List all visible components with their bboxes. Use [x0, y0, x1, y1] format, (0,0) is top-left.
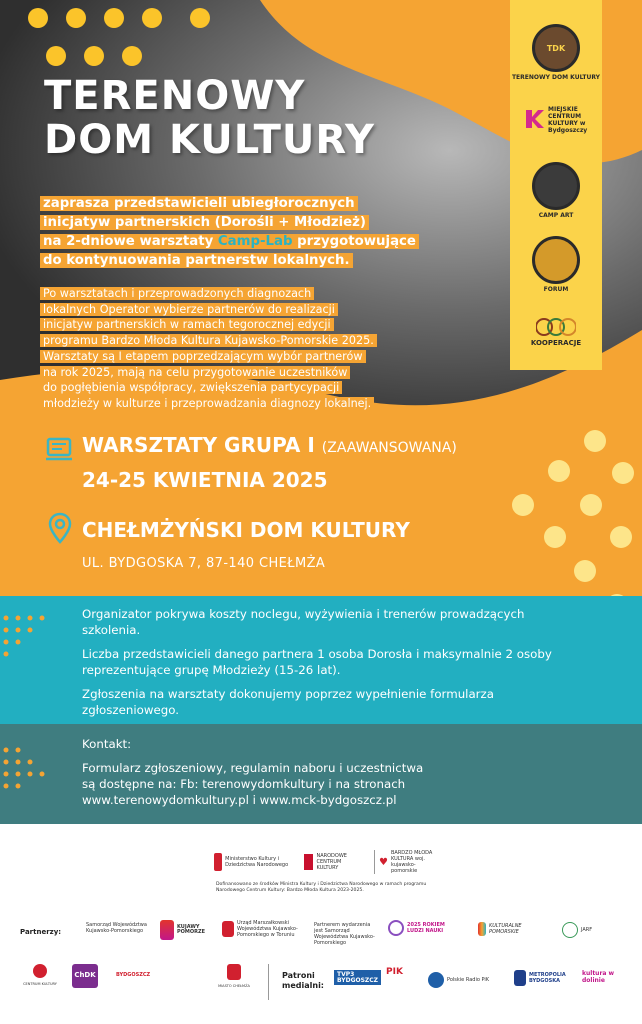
- partner-name: KULTURALNE POMORSKIE: [489, 923, 522, 935]
- description-line: na rok 2025, mają na celu przygotowanie uczestników: [40, 366, 350, 379]
- decorative-dot: [46, 46, 66, 66]
- decorative-dot: [66, 8, 86, 28]
- partner-logo: [478, 922, 548, 936]
- kulturalne-pomorskie-mark-icon: [478, 922, 486, 936]
- metropolia-mark-icon: [514, 970, 526, 986]
- info-costs: Organizator pokrywa koszty noclegu, wyżywienia i trenerów prowadzących szkolenia.: [82, 607, 525, 637]
- partner-name: Samorząd Województwa Kujawsko-Pomorskiego: [86, 922, 147, 934]
- kooperacje-logo-icon: [536, 316, 576, 338]
- description-line: Warsztaty są I etapem poprzedzającym wybór partnerów: [40, 350, 366, 363]
- venue-address: UL. BYDGOSKA 7, 87-140 CHEŁMŻA: [82, 556, 326, 571]
- info-registration: Zgłoszenia na warsztaty dokonujemy poprzez wypełnienie formularza zgłoszeniowego.: [82, 687, 494, 717]
- poster-title: [44, 74, 375, 162]
- patron-name: Polskie Radio PiK: [447, 977, 490, 983]
- group-label: WARSZTATY GRUPA I: [82, 433, 315, 457]
- intro-line: zaprasza przedstawicieli ubiegłorocznych: [40, 196, 358, 211]
- description-line: inicjatyw partnerskich w ramach tegorocznej edycji: [40, 318, 334, 331]
- patrons-label: Patroni medialni:: [282, 971, 325, 990]
- decorative-dot: [84, 46, 104, 66]
- voivodeship-crest-icon: [222, 921, 234, 937]
- location-pin-icon: [48, 512, 72, 544]
- patron-name: METROPOLIA BYDGOSKA: [529, 972, 566, 984]
- description-line: do pogłębienia współpracy, zwiększenia partycypacji: [40, 381, 342, 394]
- venue-name: CHEŁMŻYŃSKI DOM KULTURY: [82, 518, 410, 542]
- contact-line: są dostępne na: Fb: terenowydomkultury i na stronach: [82, 777, 406, 791]
- funding-note: Dofinansowano ze środków Ministra Kultury i Dziedzictwa Narodowego w ramach programu Narodowego Centrum Kultury: Bardzo Młoda Kultura 2023-2025.: [216, 882, 427, 893]
- partner-name: CENTRUM KULTURY: [23, 982, 57, 986]
- mck-logo: [510, 104, 602, 134]
- partner-name: MIASTO CHEŁMŻA: [218, 984, 250, 988]
- decorative-dot: [610, 526, 632, 548]
- info-text: [82, 606, 562, 726]
- heart-icon: ♥: [379, 856, 388, 868]
- logo-caption: MIEJSKIE CENTRUM KULTURY w Bydgoszczy: [548, 106, 588, 134]
- chelmza-crest-icon: [227, 964, 241, 980]
- atom-icon: [388, 920, 404, 936]
- intro-line: inicjatyw partnerskich (Dorośli + Młodzież): [40, 215, 369, 230]
- partner-name: ChDK: [74, 971, 96, 980]
- decorative-dot: [122, 46, 142, 66]
- partner-logo: [116, 972, 206, 978]
- decorative-dot: [584, 430, 606, 452]
- contact-links: www.terenowydomkultury.pl i www.mck-bydgoszcz.pl: [82, 793, 397, 807]
- logo-caption: TERENOWY DOM KULTURY: [511, 74, 601, 81]
- partner-name: Urząd Marszałkowski Województwa Kujawsko-Pomorskiego w Toruniu: [237, 920, 298, 938]
- intro-line: [40, 234, 419, 249]
- partner-logo: [214, 964, 254, 989]
- decorative-dot: [612, 462, 634, 484]
- contact-heading: Kontakt:: [82, 737, 132, 751]
- contact-band: [0, 724, 642, 824]
- decorative-dot: [548, 460, 570, 482]
- workshop-dates: 24-25 KWIETNIA 2025: [82, 468, 328, 492]
- nck-mark-icon: [304, 854, 313, 870]
- patron-logo: [386, 967, 412, 977]
- dot-pattern-decoration: [0, 742, 60, 812]
- contact-line: Formularz zgłoszeniowy, regulamin naboru i uczestnictwa: [82, 761, 424, 775]
- intro-line: do kontynuowania partnerstw lokalnych.: [40, 253, 353, 268]
- patron-name: PIK: [386, 967, 403, 977]
- forum-badge-icon: [532, 236, 580, 284]
- bmk-name: BARDZO MŁODA KULTURA woj. kujawsko-pomorskie: [390, 850, 433, 874]
- sponsor-logos: [214, 842, 434, 882]
- bmk-logo: [374, 850, 434, 874]
- patron-logo: [582, 970, 630, 984]
- partner-logo: [22, 964, 58, 987]
- ministry-name: Ministerstwo Kultury i Dziedzictwa Narodowego: [225, 856, 289, 868]
- decorative-dot: [580, 494, 602, 516]
- decorative-dot: [142, 8, 162, 28]
- nck-logo: [304, 853, 364, 871]
- patron-logo: [428, 972, 494, 988]
- mck-logo-icon: [522, 108, 544, 130]
- partner-name: 2025 ROKIEM LUDZI NAUKI: [407, 922, 445, 934]
- chdk-mark-icon: [72, 964, 98, 988]
- kujawy-pomorze-mark-icon: [160, 920, 174, 940]
- decorative-dot: [544, 526, 566, 548]
- logo-sidebar: [510, 0, 602, 370]
- decorative-dot: [574, 560, 596, 582]
- description-line: młodzieży w kulturze i przeprowadzania diagnozy lokalnej.: [40, 397, 374, 410]
- partner-name: BYDGOSZCZ: [116, 972, 151, 978]
- decorative-dot: [104, 8, 124, 28]
- jarf-mark-icon: [562, 922, 578, 938]
- ministry-logo: [214, 853, 294, 871]
- centrum-kultury-mark-icon: [33, 964, 47, 978]
- forum-logo: [510, 236, 602, 293]
- partner-logo: [388, 920, 452, 936]
- dot-pattern-decoration: [0, 610, 60, 720]
- patron-logo: [514, 970, 570, 986]
- campart-badge-icon: [532, 162, 580, 210]
- camp-lab-highlight: Camp-Lab: [217, 234, 293, 249]
- patron-logo: [334, 970, 379, 985]
- patron-name: kultura w dolinie: [582, 970, 615, 984]
- eagle-crest-icon: [214, 853, 222, 871]
- decorative-dot: [28, 8, 48, 28]
- partner-logo: [72, 964, 98, 988]
- footer: [0, 824, 642, 1024]
- patron-name: TVP3 BYDGOSZCZ: [334, 970, 381, 985]
- kooperacje-logo: [510, 316, 602, 347]
- partner-logo: [314, 922, 380, 946]
- workshop-icon: [44, 436, 74, 462]
- partner-logo: [562, 922, 622, 938]
- partner-logo: [86, 922, 152, 934]
- description-line: programu Bardzo Młoda Kultura Kujawsko-Pomorskie 2025.: [40, 334, 377, 347]
- mck-logo-row: [522, 104, 590, 134]
- logo-caption: FORUM: [543, 286, 569, 293]
- description-line: lokalnych Operator wybierze partnerów do realizacji: [40, 303, 338, 316]
- divider: [268, 964, 269, 1000]
- workshop-group: [82, 433, 457, 457]
- logo-caption: CAMP ART: [538, 212, 574, 219]
- description-text: [40, 286, 480, 412]
- title-line-1: TERENOWY: [44, 73, 306, 119]
- tdk-badge-icon: TDK: [532, 24, 580, 72]
- partner-logo: [222, 920, 304, 938]
- logo-caption: KOOPERACJE: [530, 339, 582, 347]
- decorative-dot: [190, 8, 210, 28]
- info-band: [0, 596, 642, 724]
- group-level: (ZAAWANSOWANA): [321, 440, 457, 456]
- info-participants: Liczba przedstawicieli danego partnera 1 osoba Dorosła i maksymalnie 2 osoby reprezentujące grupę Młodzieży (15-26 lat).: [82, 647, 552, 677]
- contact-text: [82, 736, 582, 808]
- partner-name: JARF: [581, 927, 593, 933]
- description-line: Po warsztatach i przeprowadzonych diagnozach: [40, 287, 314, 300]
- campart-logo: [510, 162, 602, 219]
- partners-label: Partnerzy:: [20, 928, 62, 936]
- partner-name: KUJAWY POMORZE: [177, 923, 206, 935]
- nck-name: NARODOWE CENTRUM KULTURY: [316, 853, 347, 871]
- partner-name: Partnerem wydarzenia jest Samorząd Województwa Kujawsko-Pomorskiego: [314, 922, 375, 946]
- decorative-dot: [512, 494, 534, 516]
- title-line-2: DOM KULTURY: [44, 117, 375, 163]
- intro-line-part: na 2-dniowe warsztaty: [43, 234, 218, 249]
- radio-mark-icon: [428, 972, 444, 988]
- partner-logo: [160, 920, 212, 940]
- intro-text: [40, 194, 480, 270]
- intro-line-part: przygotowujące: [292, 234, 416, 249]
- tdk-logo: [510, 24, 602, 81]
